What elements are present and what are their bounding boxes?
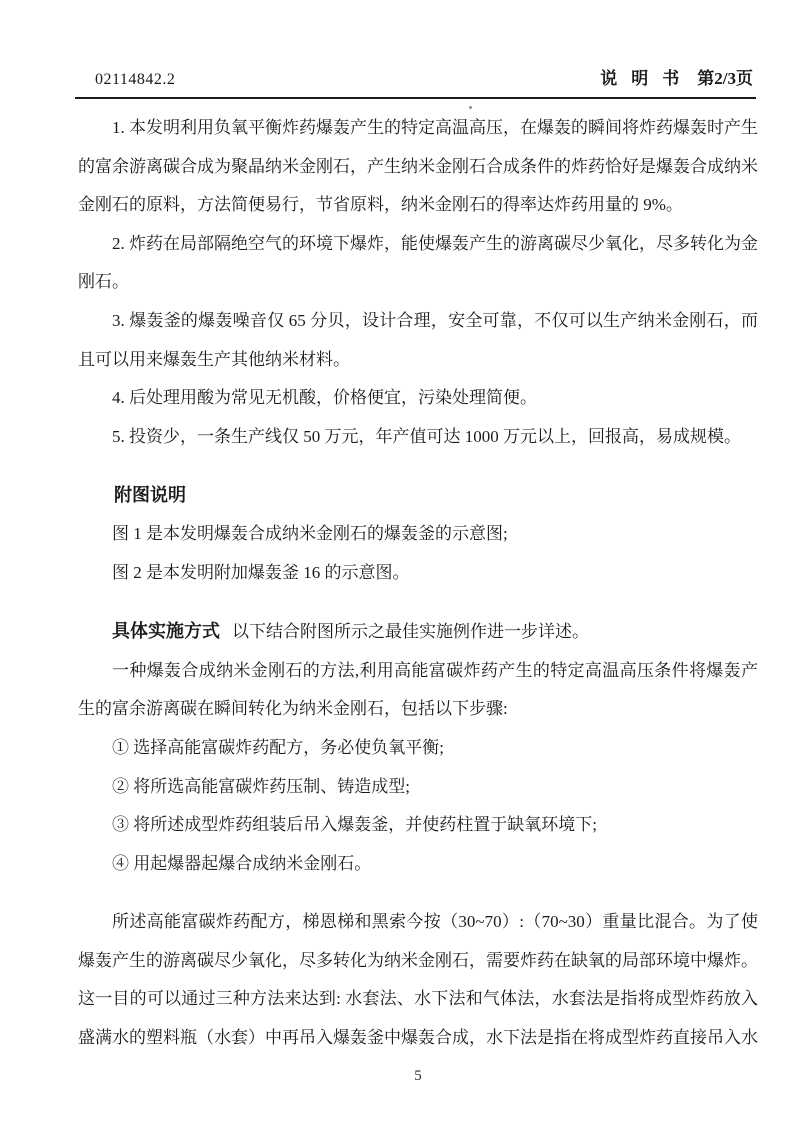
header-right-group (600, 64, 753, 89)
advantage-paragraph-4: 4. 后处理用酸为常见无机酸，价格便宜，污染处理简便。 (112, 388, 537, 408)
implementation-section-heading: 具体实施方式 (112, 621, 220, 642)
figure-caption-1: 图 1 是本发明爆轰合成纳米金刚石的爆轰釜的示意图; (112, 523, 508, 543)
page-number: 5 (414, 1068, 422, 1084)
document-body (78, 109, 758, 1058)
page-header (95, 64, 753, 89)
step-item-2: ② 将所选高能富碳炸药压制、铸造成型; (112, 776, 410, 796)
header-divider-line (75, 97, 756, 99)
implementation-heading-line (78, 612, 758, 652)
advantage-paragraph-2: 2. 炸药在局部隔绝空气的环境下爆炸，能使爆轰产生的游离碳尽少氧化，尽多转化为金刚石。 (78, 233, 758, 292)
step-item-1: ① 选择高能富碳炸药配方，务必使负氧平衡; (112, 737, 444, 757)
advantage-paragraph-5: 5. 投资少，一条生产线仅 50 万元，年产值可达 1000 万元以上，回报高，易成规模。 (112, 426, 741, 446)
figures-section-heading: 附图说明 (114, 485, 186, 506)
advantage-paragraph-1: 1. 本发明利用负氧平衡炸药爆轰产生的特定高温高压，在爆轰的瞬间将炸药爆轰时产生的富余游离碳合成为聚晶纳米金刚石，产生纳米金刚石合成条件的炸药恰好是爆轰合成纳米金刚石的原料，方法简便易行，节省原料，纳米金刚石的得率达炸药用量的 9%。 (78, 118, 758, 215)
application-number: 02114842.2 (95, 71, 176, 88)
step-item-4: ④ 用起爆器起爆合成纳米金刚石。 (112, 853, 372, 873)
implementation-heading-note: 以下结合附图所示之最佳实施例作进一步详述。 (232, 622, 589, 642)
document-type-title: 说明书 (600, 69, 694, 88)
page-indicator: 第2/3页 (697, 69, 753, 88)
step-item-3: ③ 将所述成型炸药组装后吊入爆轰釜，并使药柱置于缺氧环境下; (112, 815, 597, 835)
page-footer (78, 1068, 758, 1085)
figure-caption-2: 图 2 是本发明附加爆轰釜 16 的示意图。 (112, 562, 410, 582)
advantage-paragraph-3: 3. 爆轰釜的爆轰噪音仅 65 分贝，设计合理，安全可靠，不仅可以生产纳米金刚石，而且可以用来爆轰生产其他纳米材料。 (78, 310, 758, 369)
implementation-detail: 所述高能富碳炸药配方，梯恩梯和黑索今按（30~70）:（70~30）重量比混合。为了使爆轰产生的游离碳尽少氧化，尽多转化为纳米金刚石，需要炸药在缺氧的局部环境中爆炸。这一目的可以通过三种方法来达到: 水套法、水下法和气体法，水套法是指将成型炸药放入盛满水的塑料瓶（水套）中再吊入爆轰釜中爆轰合成，水下法是指在将成型炸药直接吊入水 (78, 912, 758, 1048)
implementation-intro: 一种爆轰合成纳米金刚石的方法,利用高能富碳炸药产生的特定高温高压条件将爆轰产生的富余游离碳在瞬间转化为纳米金刚石，包括以下步骤: (78, 660, 758, 719)
